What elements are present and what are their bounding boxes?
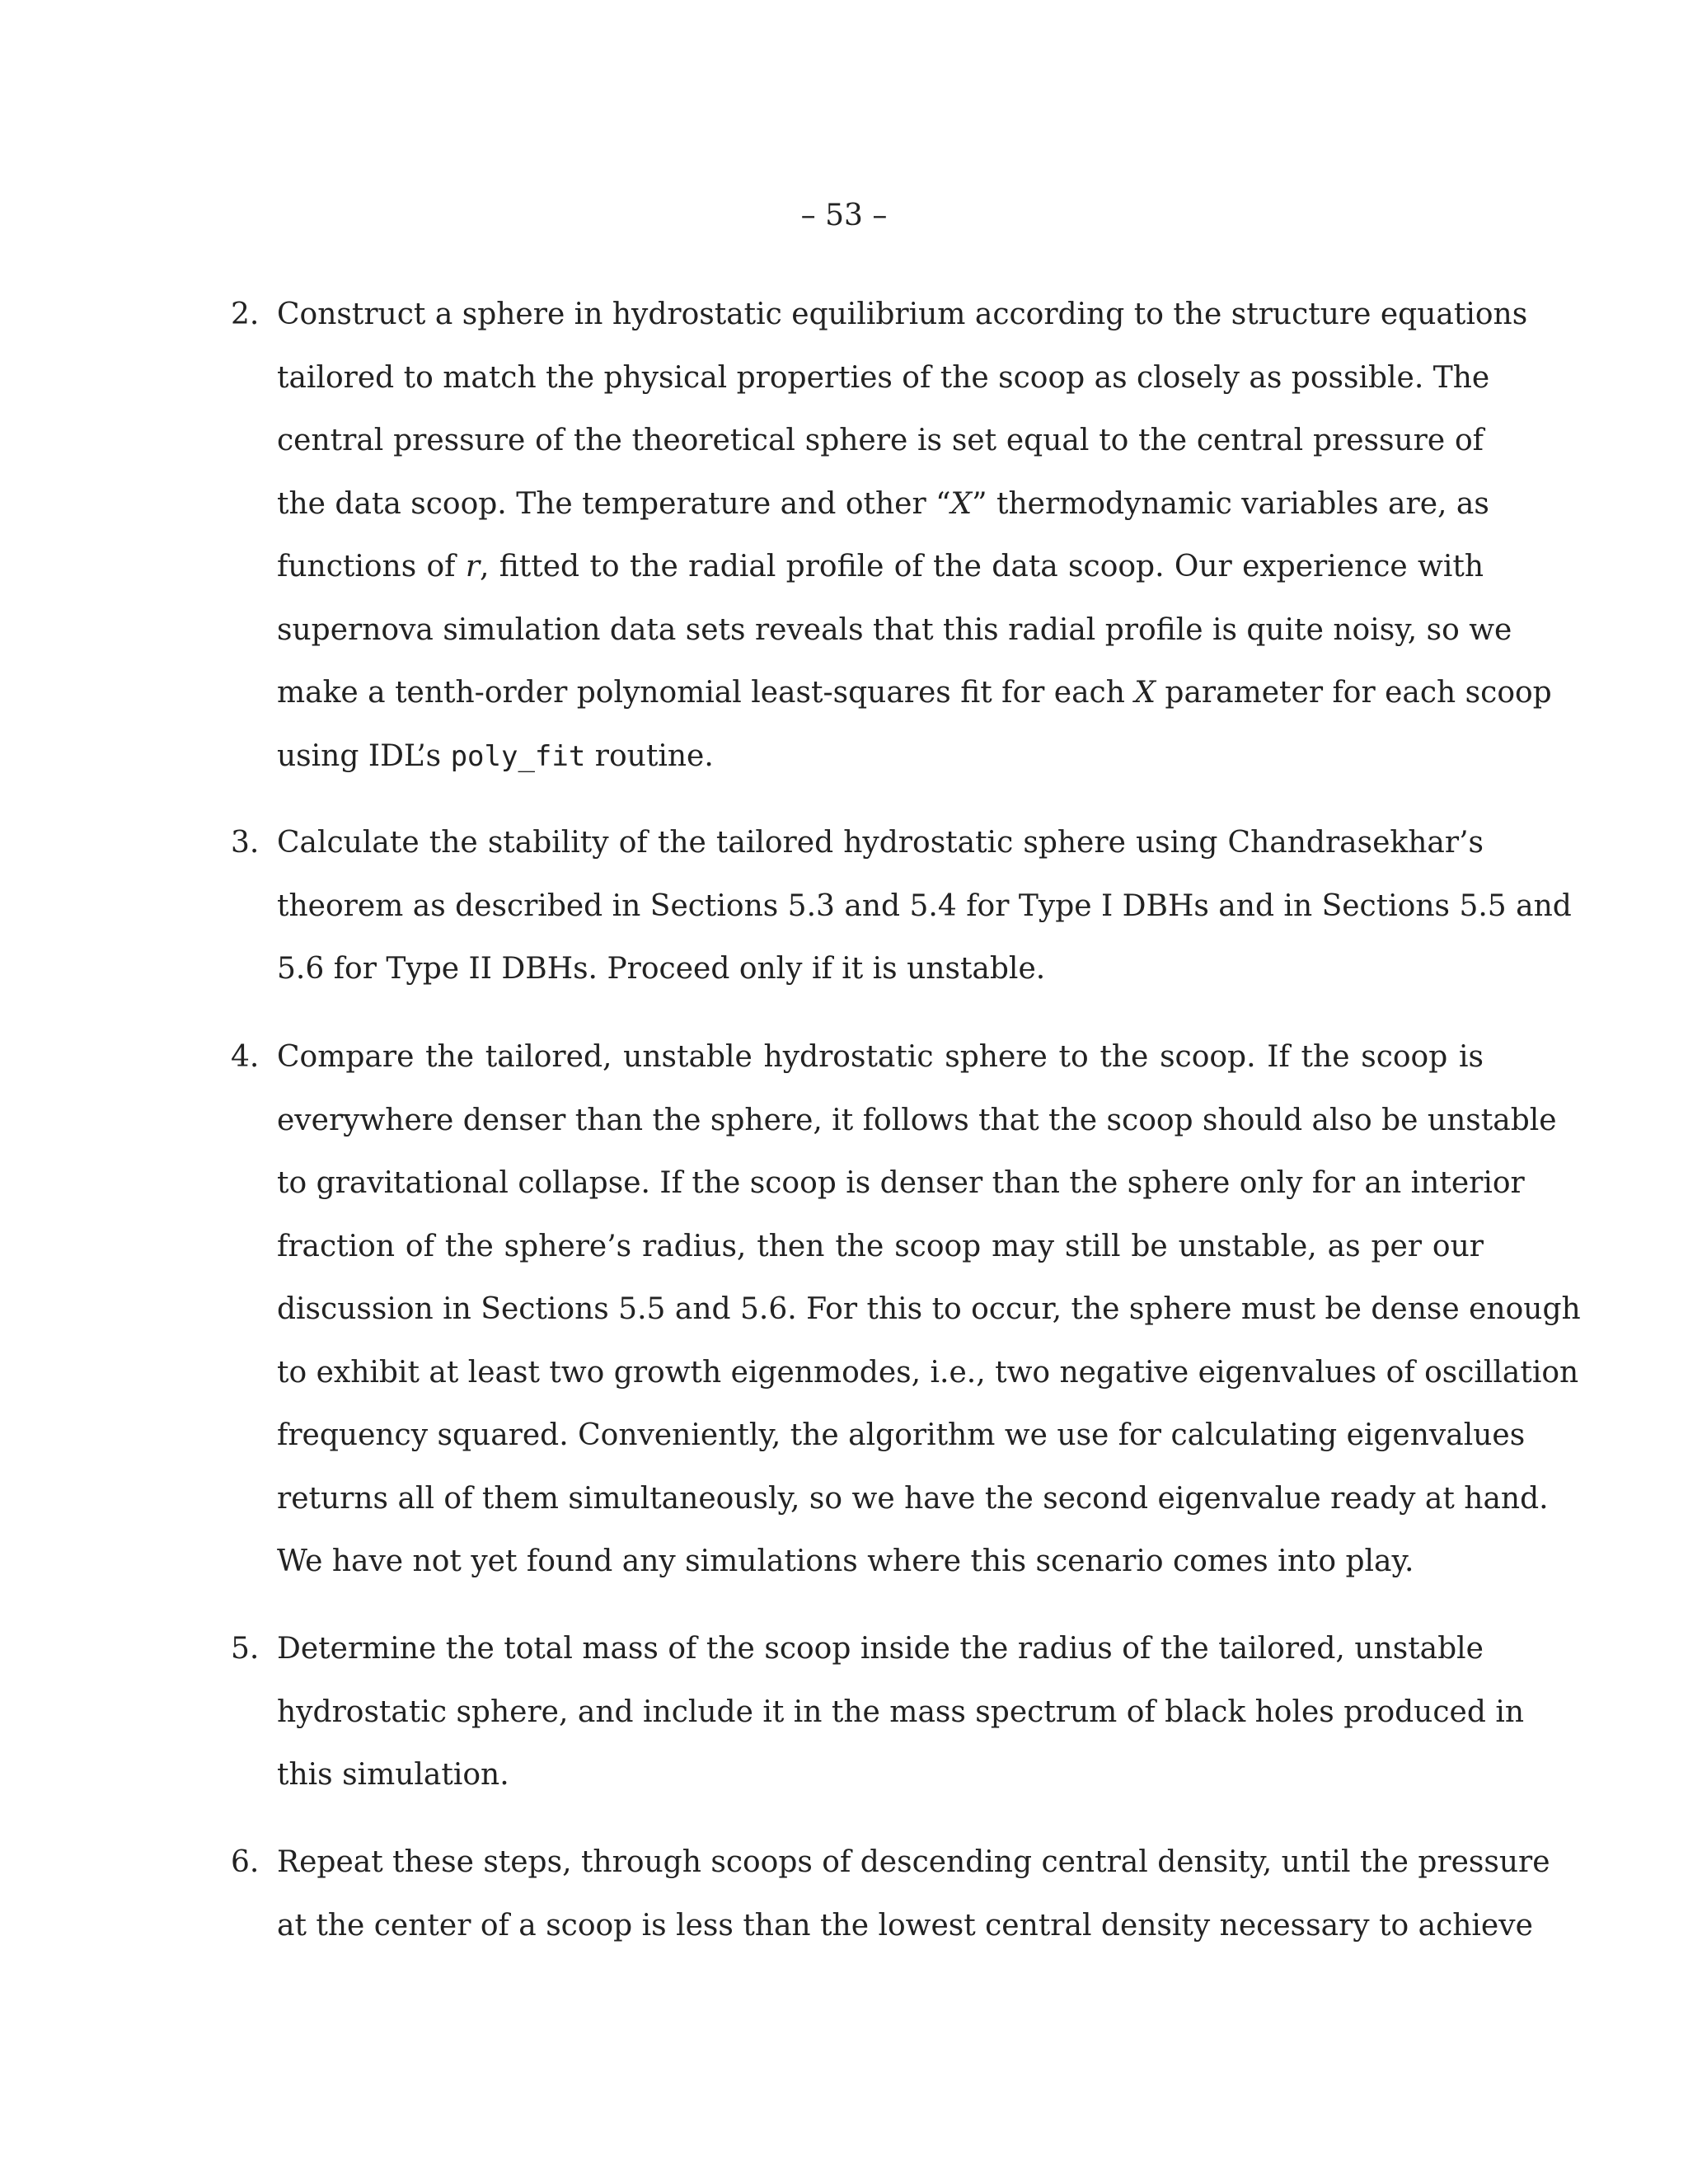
- text-segment: the data scoop. The temperature and other “: [277, 486, 951, 521]
- list-item-2: [231, 284, 1552, 788]
- text-line: [277, 725, 1484, 789]
- list-item-6: [231, 1831, 1550, 1957]
- list-item-number: 6.: [231, 1845, 260, 1879]
- text-line: to exhibit at least two growth eigenmodes, i.e., two negative eigenvalues of oscillation: [277, 1355, 1579, 1390]
- list-item-number: 2.: [231, 298, 260, 331]
- text-line: Repeat these steps, through scoops of descending central density, until the pressure: [277, 1845, 1550, 1879]
- text-segment: make a tenth-order polynomial least-squares fit for each: [277, 676, 1135, 710]
- text-line: tailored to match the physical properties of the scoop as closely as possible. The: [277, 360, 1490, 395]
- list-item-body: [277, 1618, 1525, 1807]
- list-item-body: [277, 812, 1572, 1001]
- text-segment: , fitted to the radial profile of the data scoop. Our experience with: [480, 550, 1484, 583]
- math-variable: r: [465, 550, 481, 583]
- list-item-body: [277, 1026, 1581, 1594]
- text-segment: parameter for each scoop: [1155, 676, 1552, 710]
- text-line: [277, 536, 1484, 599]
- text-line: [277, 473, 1489, 537]
- text-segment: functions of: [277, 550, 466, 583]
- text-line: at the center of a scoop is less than the lowest central density necessary to achieve: [277, 1908, 1533, 1943]
- text-line: Calculate the stability of the tailored hydrostatic sphere using Chandrasekhar’s: [277, 826, 1484, 860]
- text-line: [277, 662, 1552, 725]
- text-line: We have not yet found any simulations where this scenario comes into play.: [277, 1544, 1414, 1578]
- text-line: Construct a sphere in hydrostatic equilibrium according to the structure equations: [277, 298, 1528, 331]
- list-item-5: [231, 1618, 1525, 1807]
- text-line: returns all of them simultaneously, so we have the second eigenvalue ready at hand.: [277, 1481, 1549, 1516]
- list-item-number: 5.: [231, 1632, 260, 1666]
- text-line: this simulation.: [277, 1758, 509, 1792]
- text-line: discussion in Sections 5.5 and 5.6. For this to occur, the sphere must be dense enough: [277, 1292, 1581, 1326]
- list-item-number: 3.: [231, 826, 260, 860]
- text-line: Compare the tailored, unstable hydrostatic sphere to the scoop. If the scoop is: [277, 1040, 1484, 1074]
- list-item-body: [277, 284, 1552, 788]
- page-number: – 53 –: [800, 199, 888, 232]
- math-variable: X: [1134, 676, 1156, 710]
- list-item-body: [277, 1831, 1550, 1957]
- list-item-4: [231, 1026, 1581, 1594]
- text-line: frequency squared. Conveniently, the algorithm we use for calculating eigenvalues: [277, 1418, 1526, 1452]
- text-line: fraction of the sphere’s radius, then the scoop may still be unstable, as per our: [277, 1229, 1484, 1263]
- text-line: to gravitational collapse. If the scoop is denser than the sphere only for an interior: [277, 1166, 1525, 1200]
- list-item-3: [231, 812, 1572, 1001]
- math-variable: X: [950, 486, 973, 521]
- text-line: 5.6 for Type II DBHs. Proceed only if it is unstable.: [277, 952, 1046, 986]
- text-segment: routine.: [585, 738, 714, 773]
- text-segment: ” thermodynamic variables are, as: [972, 486, 1489, 521]
- text-line: Determine the total mass of the scoop inside the radius of the tailored, unstable: [277, 1632, 1484, 1666]
- list-item-number: 4.: [231, 1040, 260, 1074]
- text-line: theorem as described in Sections 5.3 and 5.4 for Type I DBHs and in Sections 5.5 and: [277, 888, 1572, 923]
- text-line: supernova simulation data sets reveals that this radial profile is quite noisy, so we: [277, 612, 1512, 647]
- text-line: central pressure of the theoretical sphere is set equal to the central pressure of: [277, 424, 1484, 457]
- text-segment: using IDL’s: [277, 738, 451, 773]
- text-line: everywhere denser than the sphere, it follows that the scoop should also be unstable: [277, 1103, 1557, 1137]
- text-line: hydrostatic sphere, and include it in the mass spectrum of black holes produced in: [277, 1694, 1525, 1729]
- code-identifier: poly_fit: [450, 739, 586, 773]
